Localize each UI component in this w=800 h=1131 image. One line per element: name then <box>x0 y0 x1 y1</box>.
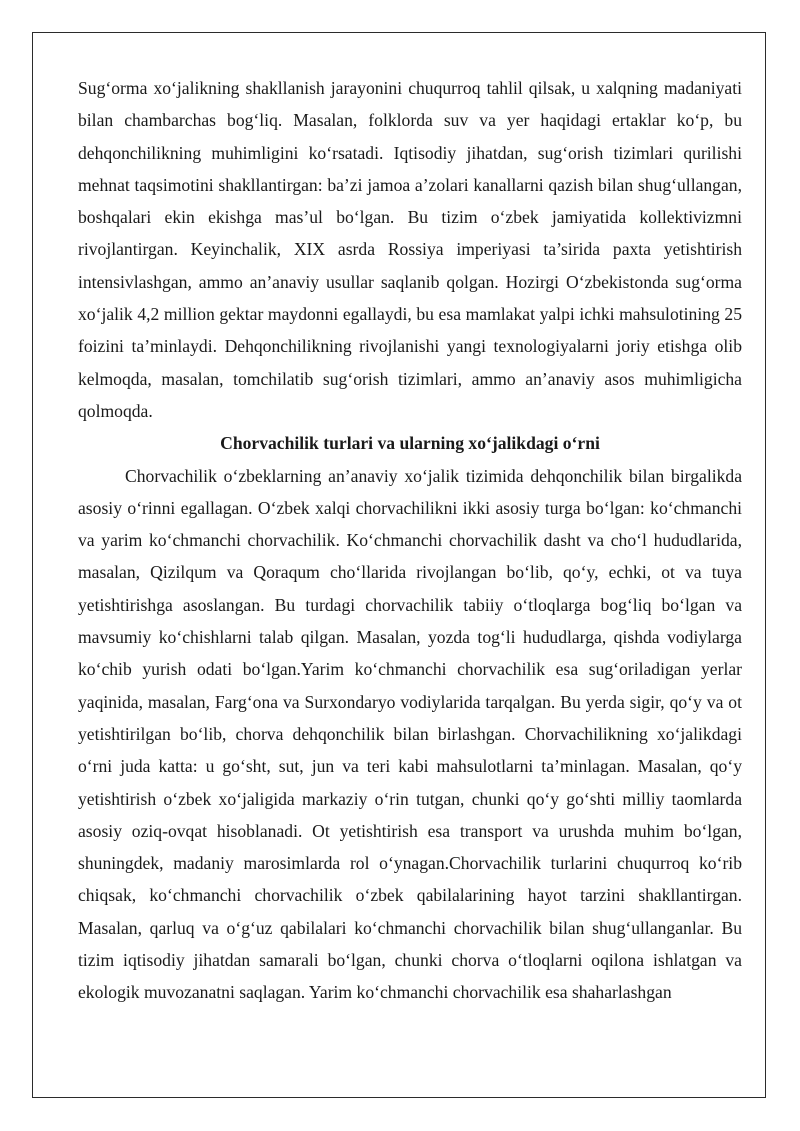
paragraph-livestock: Chorvachilik o‘zbeklarning an’anaviy xo‘jalik tizimida dehqonchilik bilan birgalikda asosiy o‘rinni egallagan. O‘zbek xalqi chorvachilikni ikki asosiy turga bo‘lgan: ko‘chmanchi va yarim ko‘chmanchi chorvachilik. Ko‘chmanchi chorvachilik dasht va cho‘l hududlarida, masalan, Qizilqum va Qoraqum cho‘llarida rivojlangan bo‘lib, qo‘y, echki, ot va tuya yetishtirishga asoslangan. Bu turdagi chorvachilik tabiiy o‘tloqlarga bog‘liq bo‘lgan va mavsumiy ko‘chishlarni talab qilgan. Masalan, yozda tog‘li hududlarga, qishda vodiylarga ko‘chib yurish odati bo‘lgan.Yarim ko‘chmanchi chorvachilik esa sug‘oriladigan yerlar yaqinida, masalan, Farg‘ona va Surxondaryo vodiylarida tarqalgan. Bu yerda sigir, qo‘y va ot yetishtirilgan bo‘lib, chorva dehqonchilik bilan birlashgan. Chorvachilikning xo‘jalikdagi o‘rni juda katta: u go‘sht, sut, jun va teri kabi mahsulotlarni ta’minlagan. Masalan, qo‘y yetishtirish o‘zbek xo‘jaligida markaziy o‘rin tutgan, chunki qo‘y go‘shti milliy taomlarda asosiy oziq-ovqat hisoblanadi. Ot yetishtirish esa transport va urushda muhim bo‘lgan, shuningdek, madaniy marosimlarda rol o‘ynagan.Chorvachilik turlarini chuqurroq ko‘rib chiqsak, ko‘chmanchi chorvachilik o‘zbek qabilalarining hayot tarzini shakllantirgan. Masalan, qarluq va o‘g‘uz qabilalari ko‘chmanchi chorvachilik bilan shug‘ullanganlar. Bu tizim iqtisodiy jihatdan samarali bo‘lgan, chunki chorva o‘tloqlarni oqilona ishlatgan va ekologik muvozanatni saqlagan. Yarim ko‘chmanchi chorvachilik esa shaharlashgan <box>78 465 742 1003</box>
document-body <box>78 72 742 1009</box>
section-heading: Chorvachilik turlari va ularning xo‘jalikdagi o‘rni <box>220 433 600 454</box>
paragraph-irrigation: Sug‘orma xo‘jalikning shakllanish jarayonini chuqurroq tahlil qilsak, u xalqning madaniyati bilan chambarchas bog‘liq. Masalan, folklorda suv va yer haqidagi ertaklar ko‘p, bu dehqonchilikning muhimligini ko‘rsatadi. Iqtisodiy jihatdan, sug‘orish tizimlari qurilishi mehnat taqsimotini shakllantirgan: ba’zi jamoa a’zolari kanallarni qazish bilan shug‘ullangan, boshqalari ekin ekishga mas’ul bo‘lgan. Bu tizim o‘zbek jamiyatida kollektivizmni rivojlantirgan. Keyinchalik, XIX asrda Rossiya imperiyasi ta’sirida paxta yetishtirish intensivlashgan, ammo an’anaviy usullar saqlanib qolgan. Hozirgi O‘zbekistonda sug‘orma xo‘jalik 4,2 million gektar maydonni egallaydi, bu esa mamlakat yalpi ichki mahsulotining 25 foizini ta’minlaydi. Dehqonchilikning rivojlanishi yangi texnologiyalarni joriy etishga olib kelmoqda, masalan, tomchilatib sug‘orish tizimlari, ammo an’anaviy asos muhimligicha qolmoqda. <box>78 78 742 421</box>
